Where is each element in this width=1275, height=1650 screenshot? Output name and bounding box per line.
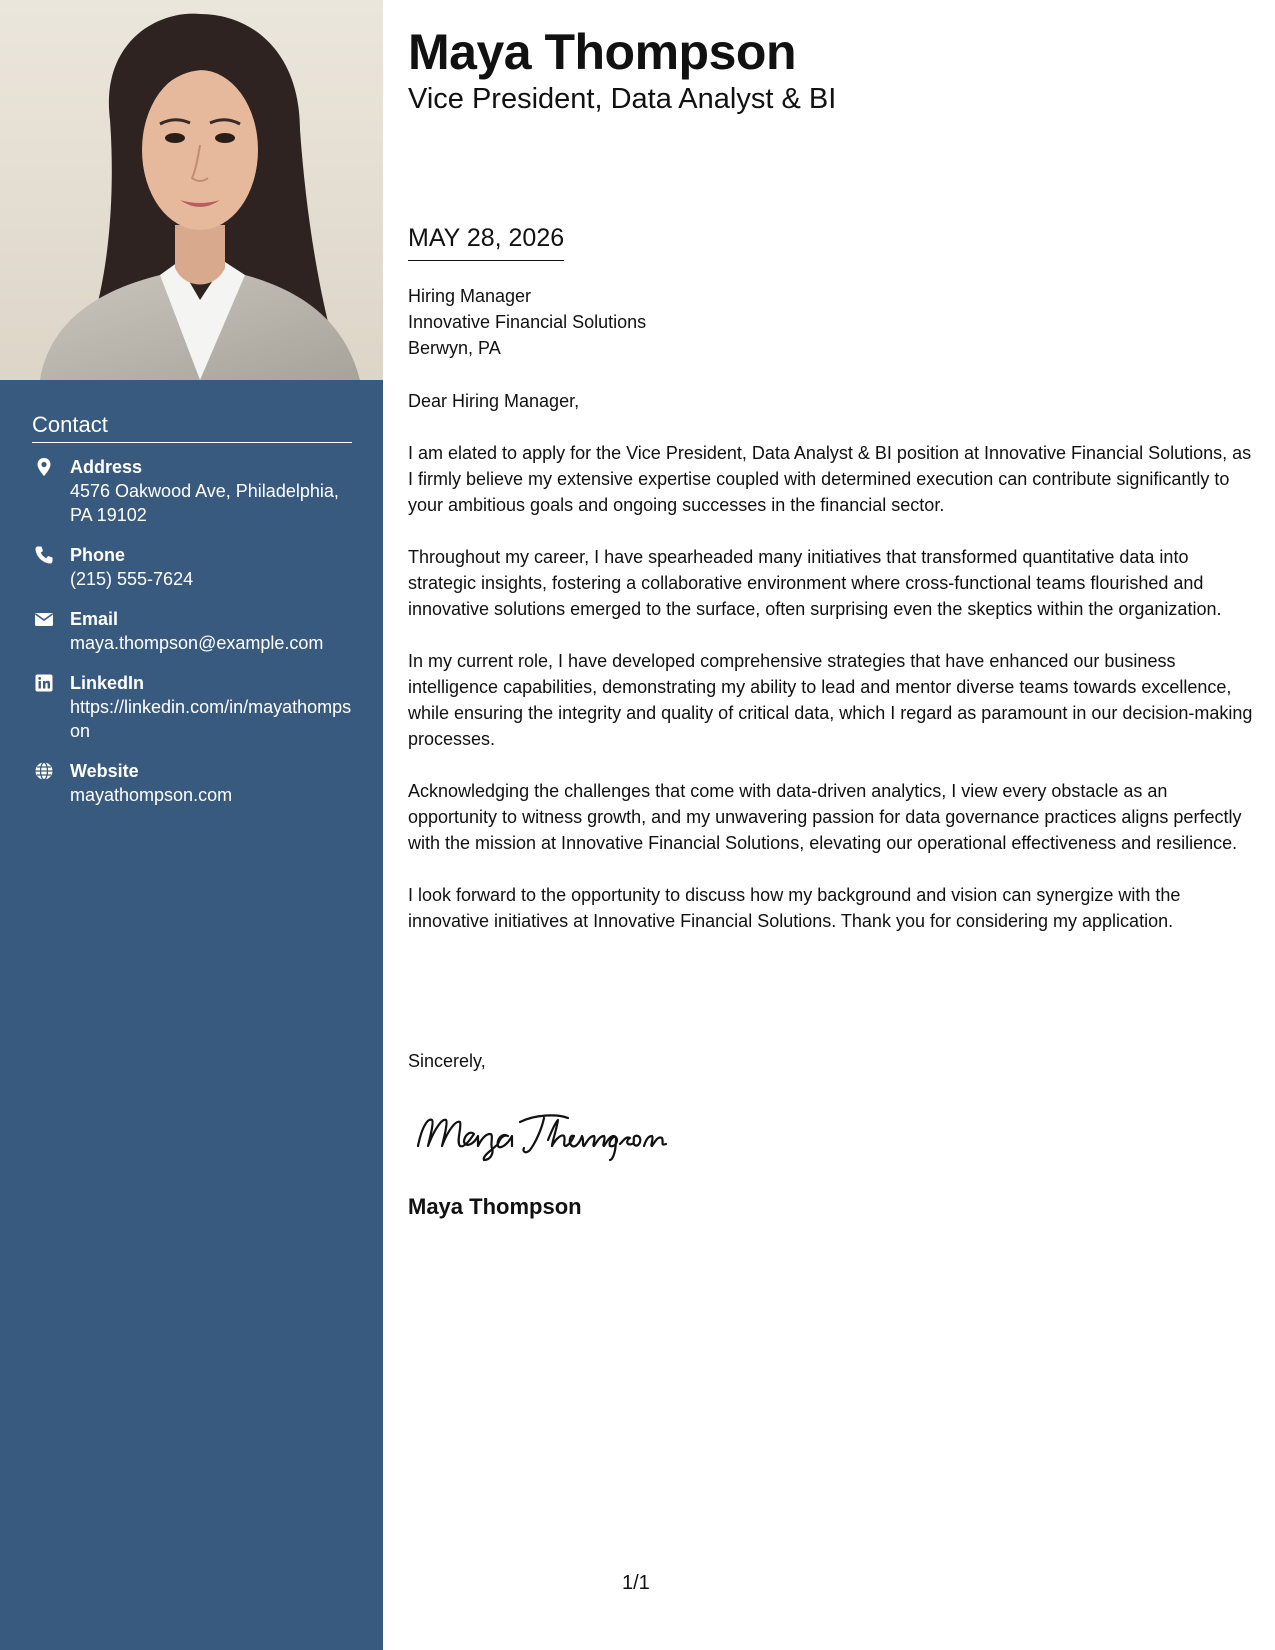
map-pin-icon: [34, 457, 54, 477]
address-label: Address: [70, 457, 143, 477]
phone-value[interactable]: (215) 555-7624: [70, 569, 194, 589]
body-paragraph: I am elated to apply for the Vice President, Data Analyst & BI position at Innovative Financial Solutions, as I firmly believe my extensive expertise coupled with determined execution can contribute significantly to your ambitious goals and ongoing successes in the financial sector.: [408, 443, 1252, 515]
recipient-line: Innovative Financial Solutions: [408, 312, 647, 332]
recipient-block: [408, 283, 646, 361]
body-paragraph: Throughout my career, I have spearheaded many initiatives that transformed quantitative data into strategic insights, fostering a collaborative environment where cross-functional teams flourished and innovative solutions emerged to the surface, often surprising even the skeptics within the organization.: [408, 547, 1222, 619]
contact-item-email: [32, 607, 352, 655]
body-paragraph: Acknowledging the challenges that come with data-driven analytics, I view every obstacle as an opportunity to witness growth, and my unwavering passion for data governance practices aligns perfectly with the mission at Innovative Financial Solutions, elevating our operational effectiveness and resilience.: [408, 781, 1242, 853]
body-paragraph: In my current role, I have developed comprehensive strategies that have enhanced our business intelligence capabilities, demonstrating my ability to lead and mentor diverse teams towards excellence, while ensuring the integrity and quality of critical data, which I regard as paramount in our decision-making processes.: [408, 651, 1253, 749]
recipient-line: Hiring Manager: [408, 286, 532, 306]
page-number: 1/1: [622, 1572, 650, 1594]
contact-section: [32, 412, 352, 823]
closing: Sincerely,: [408, 1051, 486, 1071]
contact-heading: Contact: [32, 412, 352, 443]
linkedin-value[interactable]: https://linkedin.com/in/mayathompson: [70, 697, 352, 741]
address-value: 4576 Oakwood Ave, Philadelphia, PA 19102: [70, 481, 339, 525]
email-label: Email: [70, 609, 119, 629]
letter-body: [408, 388, 1253, 960]
contact-item-website: [32, 759, 352, 807]
signer-name: Maya Thompson: [408, 1194, 582, 1219]
sidebar: [0, 0, 383, 1650]
website-label: Website: [70, 761, 139, 781]
recipient-line: Berwyn, PA: [408, 338, 501, 358]
signature-image: [412, 1104, 672, 1164]
linkedin-icon: [34, 673, 54, 693]
website-value[interactable]: mayathompson.com: [70, 785, 233, 805]
header: [408, 22, 1253, 116]
contact-item-phone: [32, 543, 352, 591]
letter-date: MAY 28, 2026: [408, 222, 564, 261]
linkedin-label: LinkedIn: [70, 673, 145, 693]
candidate-name: Maya Thompson: [408, 24, 796, 80]
candidate-title: Vice President, Data Analyst & BI: [408, 83, 837, 115]
contact-item-address: [32, 455, 352, 527]
globe-icon: [34, 761, 54, 781]
phone-icon: [34, 545, 54, 565]
body-paragraph: I look forward to the opportunity to discuss how my background and vision can synergize with the innovative initiatives at Innovative Financial Solutions. Thank you for considering my application.: [408, 885, 1181, 931]
envelope-icon: [34, 609, 54, 629]
salutation: Dear Hiring Manager,: [408, 391, 580, 411]
phone-label: Phone: [70, 545, 126, 565]
email-value[interactable]: maya.thompson@example.com: [70, 633, 324, 653]
contact-item-linkedin: [32, 671, 352, 743]
profile-photo: [0, 0, 383, 380]
